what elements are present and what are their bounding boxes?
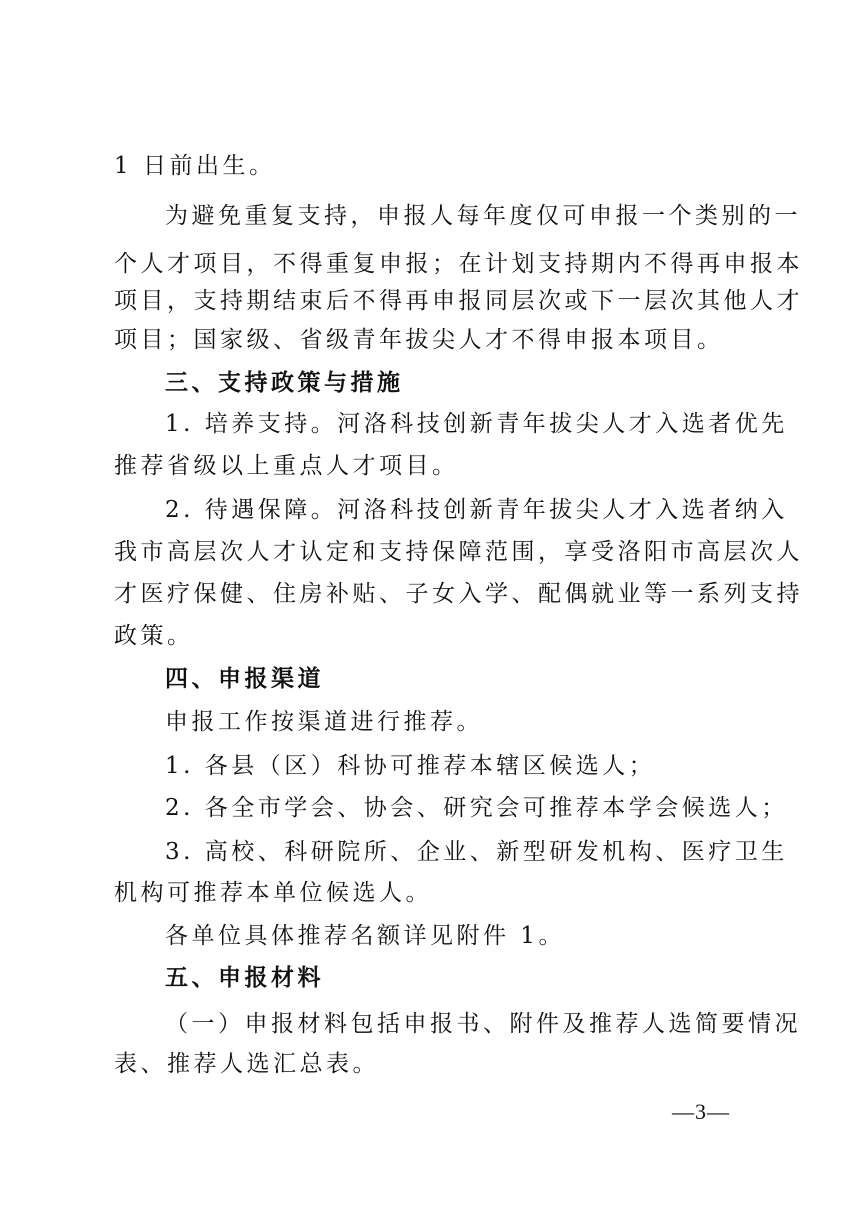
text-line: 个人才项目，不得重复申报；在计划支持期内不得再申报本 (114, 251, 803, 277)
paragraph-start: 为避免重复支持，申报人每年度仅可申报一个类别的一 (165, 203, 801, 229)
text-line: 才医疗保健、住房补贴、子女入学、配偶就业等一系列支持 (114, 581, 803, 607)
paragraph-start: 申报工作按渠道进行推荐。 (165, 709, 483, 735)
text-line: 表、推荐人选汇总表。 (114, 1051, 379, 1077)
section-heading-5: 五、申报材料 (165, 965, 324, 991)
section-heading-3: 三、支持政策与措施 (165, 370, 404, 396)
list-item: 1. 培养支持。河洛科技创新青年拔尖人才入选者优先 (165, 411, 788, 437)
list-item: 1. 各县（区）科协可推荐本辖区候选人； (165, 753, 656, 779)
text-line: 推荐省级以上重点人才项目。 (114, 453, 459, 479)
text-line: 机构可推荐本单位候选人。 (114, 880, 432, 906)
text-line: 政策。 (114, 623, 194, 649)
page-number: —3— (672, 1099, 730, 1124)
text-line: 我市高层次人才认定和支持保障范围，享受洛阳市高层次人 (114, 539, 803, 565)
text-line: 项目；国家级、省级青年拔尖人才不得申报本项目。 (114, 327, 724, 353)
section-heading-4: 四、申报渠道 (165, 666, 324, 692)
paragraph-start: （一）申报材料包括申报书、附件及推荐人选简要情况 (165, 1011, 801, 1037)
list-item: 2. 待遇保障。河洛科技创新青年拔尖人才入选者纳入 (165, 497, 788, 523)
text-line: 1 日前出生。 (114, 153, 276, 179)
list-item: 2. 各全市学会、协会、研究会可推荐本学会候选人； (165, 795, 788, 821)
paragraph-start: 各单位具体推荐名额详见附件 1。 (165, 923, 565, 949)
list-item: 3. 高校、科研院所、企业、新型研发机构、医疗卫生 (165, 839, 788, 865)
text-line: 项目，支持期结束后不得再申报同层次或下一层次其他人才 (114, 288, 803, 314)
